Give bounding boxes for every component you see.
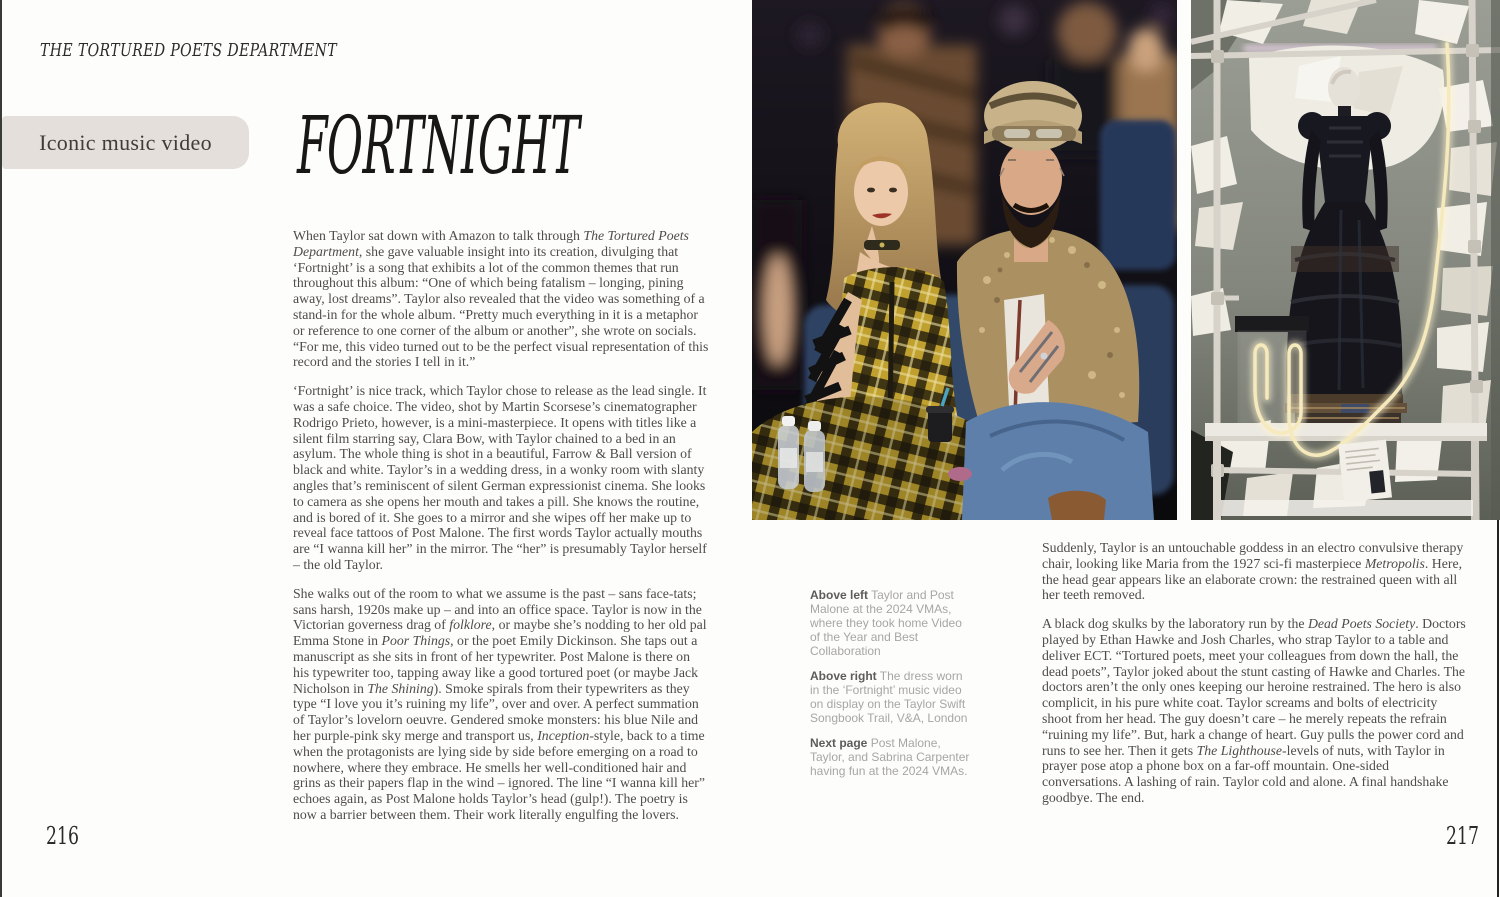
photo-captions (810, 588, 970, 789)
photo-fortnight-dress-display (1191, 0, 1500, 520)
paragraph: Suddenly, Taylor is an untouchable goddess in an electro convulsive therapy chair, looking like Maria from the 1927 sci-fi masterpiece Metropolis. Here, the head gear appears like an elaborate crown: the restrained queen with all her teeth removed. (1042, 540, 1464, 603)
right-page-text (1042, 540, 1466, 819)
left-page-text (293, 228, 709, 836)
caption-label: Above left (810, 588, 869, 602)
caption-label: Above right (810, 669, 877, 683)
page-title: FORTNIGHT (297, 99, 580, 192)
record-player (1235, 316, 1309, 332)
caption-above-right (810, 669, 970, 725)
photo-right-illustration (1191, 0, 1500, 520)
caption-text: The dress worn in the ‘Fortnight’ music video on display on the Taylor Swift Songbook Trail, V&A, London (810, 669, 968, 725)
caption-text: Taylor and Post Malone at the 2024 VMAs, where they took home Video of the Year and Best Collaboration (810, 588, 962, 658)
page-number-right: 217 (1446, 822, 1479, 850)
caption-label: Next page (810, 736, 868, 750)
photo-left-illustration (752, 0, 1177, 520)
paragraph: When Taylor sat down with Amazon to talk through The Tortured Poets Department, she gave valuable insight into its creation, divulging that ‘Fortnight’ is a song that exhibits a lot of the common themes that run throughout this album: “One of which being fatalism – longing, pining away, lost dreams”. Taylor also revealed that the video was something of a stand-in for the whole album. “Pretty much everything in it is a metaphor or reference to one corner of the album or another”, she wrote on socials. “For me, this video turned out to be the perfect visual representation of this record and the stories I tell in it.” (293, 228, 709, 370)
section-tag-label: Iconic music video (39, 129, 212, 155)
photo-taylor-and-post-malone (752, 0, 1177, 520)
caption-text: Post Malone, Taylor, and Sabrina Carpenter having fun at the 2024 VMAs. (810, 736, 970, 778)
paragraph: A black dog skulks by the laboratory run by the Dead Poets Society. Doctors played by Ethan Hawke and Josh Charles, who strap Taylor to a table and deliver ECT. “Tortured poets, meet your colleagues from down the hall, the dead poets”, Taylor joked about the stunt casting of Hawke and Charles. The doctors aren’t the only ones keeping our heroine restrained. The hero is also complicit, in his pure white coat. Taylor screams and bolts of electricity shoot from her head. The guy doesn’t care – he merely repeats the refrain “ruining my life”. But, hark a change of heart. Guy pulls the power cord and runs to see her. Then it gets The Lighthouse-levels of nuts, with Taylor in prayer pose atop a phone box on a far-off mountain. One-sided conversations. A lashing of rain. Taylor cold and alone. A final handshake goodbye. The end. (1042, 616, 1466, 805)
paragraph: She walks out of the room to what we assume is the past – sans face-tats; sans harsh, 1920s make up – and into an office space. Taylor is now in the Victorian governess drag of folklore, or maybe she’s nodding to her old pal Emma Stone in Poor Things, or the poet Emily Dickinson. She taps out a manuscript as she sits in front of her typewriter. Post Malone is there on his typewriter too, tapping away like a good tortured poet (or maybe Jack Nicholson in The Shining). Smoke spirals from their typewriters as they type “I love you it’s ruining my life”, over and over. A perfect summation of Taylor’s lovelorn oeuvre. Gendered smoke monsters: his blue Nile and her purple-pink sky merge and transport us, Inception-style, back to a time when the protagonists are lying side by side before emerging on a road to nowhere, where they embrace. He smells her well-conditioned hair and grins as their papers flap in the wind – ignored. The line “I wanna kill her” echoes again, as Post Malone holds Taylor’s head (gulp!). The poetry is now a barrier between them. Their work literally engulfing the lovers. (293, 585, 707, 822)
caption-above-left (810, 588, 970, 658)
running-header: THE TORTURED POETS DEPARTMENT (40, 40, 337, 61)
dropped-item (948, 467, 972, 481)
info-card (1338, 440, 1392, 503)
page-number-left: 216 (46, 822, 79, 850)
caption-next-page (810, 736, 970, 778)
paragraph: ‘Fortnight’ is nice track, which Taylor chose to release as the lead single. It was a safe choice. The video, shot by Martin Scorsese’s cinematographer Rodrigo Prieto, however, is a mini-masterpiece. It opens with titles like a silent film starring say, Clara Bow, with Taylor chained to a bed in an asylum. The whole thing is shot in a beautiful, Farrow & Ball version of black and white. Taylor’s in a wedding dress, in a wonky room with slanty angles that’s reminiscent of silent German expressionist cinema. She looks to camera as she opens her mouth and takes a pill. She knows the routine, and is bored of it. She goes to a mirror and she wipes off her make up to reveal face tattoos of Post Malone. The first words Taylor actually mouths are “I wanna kill her” in the mirror. The “her” is presumably Taylor herself – the old Taylor. (293, 383, 707, 572)
section-tag (2, 116, 249, 169)
